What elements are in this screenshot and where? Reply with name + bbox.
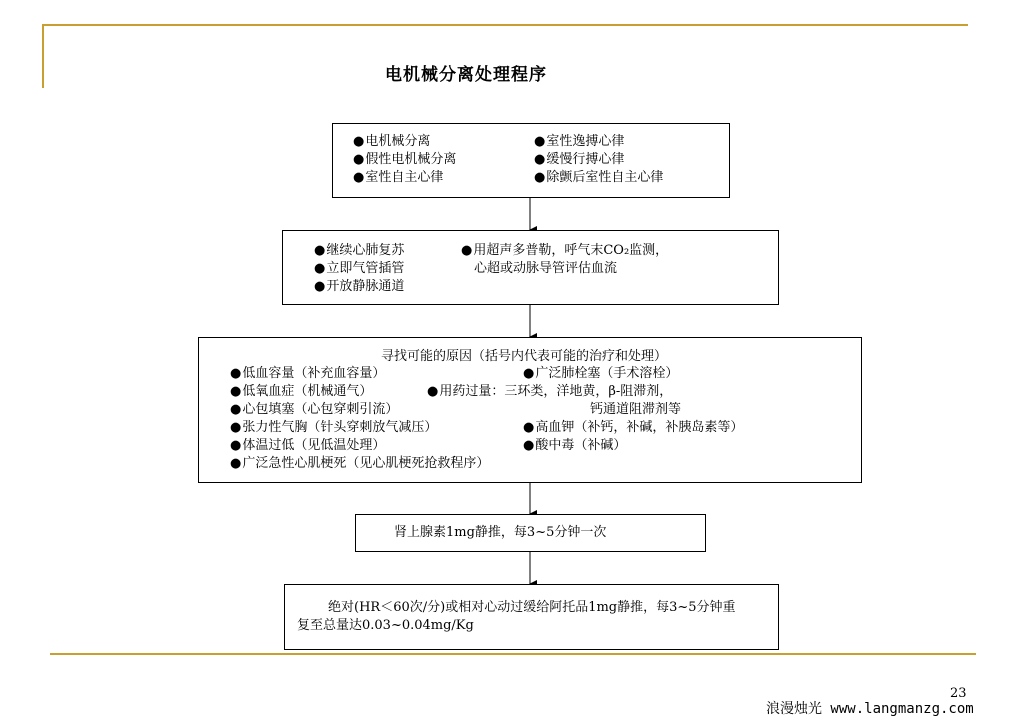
atropine-box: [284, 584, 779, 650]
action-item: ● 开放静脉通道: [314, 278, 404, 296]
monitoring-item: ● 用超声多普勒，呼气末CO₂监测，: [461, 242, 668, 260]
epinephrine-text: 肾上腺素1mg静推，每3~5分钟一次: [394, 525, 607, 540]
causes-header: 寻找可能的原因（括号内代表可能的治疗和处理）: [381, 349, 668, 364]
cause-item: ● 心包填塞（心包穿刺引流）: [230, 401, 398, 419]
diagnosis-item: ● 室性逸搏心律: [534, 133, 624, 151]
diagnosis-item: ● 电机械分离: [353, 133, 430, 151]
cause-item: ● 低血容量（补充血容量）: [230, 365, 385, 383]
page-number: 23: [950, 686, 967, 701]
causes-box: [198, 337, 862, 483]
cause-item: ● 低氧血症（机械通气）: [230, 383, 372, 401]
cause-item: ● 酸中毒（补碱）: [523, 437, 626, 455]
cause-item: ● 张力性气胸（针头穿刺放气减压）: [230, 419, 437, 437]
atropine-text-line1: 绝对(HR＜60次/分)或相对心动过缓给阿托品1mg静推，每3~5分钟重: [328, 600, 736, 615]
diagnosis-item: ● 假性电机械分离: [353, 151, 456, 169]
diagnosis-item: ● 缓慢行搏心律: [534, 151, 624, 169]
cause-item-cont: 钙通道阻滞剂等: [590, 402, 682, 417]
cause-item: ● 体温过低（见低温处理）: [230, 437, 385, 455]
diagnosis-item: ● 室性自主心律: [353, 169, 443, 187]
monitoring-item-cont: 心超或动脉导管评估血流: [474, 261, 618, 276]
diagnosis-box: [332, 123, 730, 198]
cause-item: ● 广泛肺栓塞（手术溶栓）: [523, 365, 678, 383]
atropine-text-line2: 复至总量达0.03~0.04mg/Kg: [297, 618, 474, 633]
cause-item: ● 高血钾（补钙，补碱，补胰岛素等）: [523, 419, 743, 437]
cause-item: ● 用药过量：三环类，洋地黄，β-阻滞剂，: [427, 383, 672, 401]
initial-actions-box: [282, 230, 779, 305]
cause-item: ● 广泛急性心肌梗死（见心肌梗死抢救程序）: [230, 455, 489, 473]
action-item: ● 立即气管插管: [314, 260, 404, 278]
watermark: 浪漫烛光 www.langmanzg.com: [766, 701, 974, 717]
page-title: 电机械分离处理程序: [385, 65, 547, 85]
epinephrine-box: [355, 514, 706, 552]
action-item: ● 继续心肺复苏: [314, 242, 404, 260]
diagnosis-item: ● 除颤后室性自主心律: [534, 169, 663, 187]
